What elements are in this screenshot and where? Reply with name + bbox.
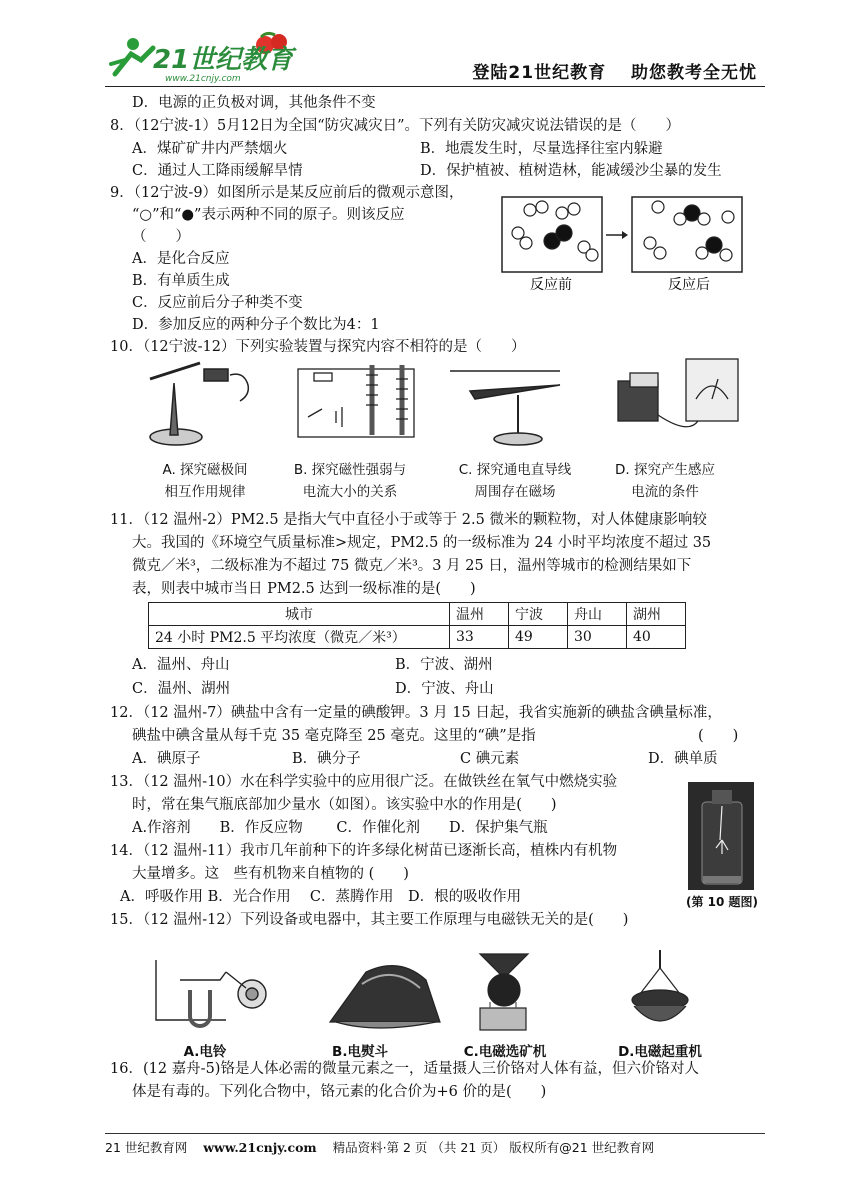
electromagnetic-crane-icon [632,950,688,1021]
q12-option-d: D．碘单质 [648,751,718,767]
q13-figure-caption: (第 10 题图) [685,895,759,909]
page-header [105,30,765,90]
header-divider [105,86,765,87]
table-cell: 49 [509,626,568,649]
q15-caption-d: D.电磁起重机 [618,1044,702,1060]
q14-options: A．呼吸作用 B．光合作用 C．蒸腾作用 D．根的吸收作用 [120,889,522,905]
table-cell: 40 [627,626,686,649]
q10-caption-a1: A. 探究磁极间 [162,462,248,478]
before-molecules [512,201,598,261]
q10-caption-d2: 电流的条件 [631,484,699,500]
magnetic-separator-icon [480,954,528,1030]
question-12-line1: 12．（12 温州-7）碘盐中含有一定量的碘酸钾。3 月 15 日起，我省实施新的碘盐含碘量标准， [110,705,722,721]
question-14-line2: 大量增多。这 些有机物来自植物的 ( ) [132,866,409,882]
question-12-paren: ( ) [698,728,739,744]
q11-option-a: A．温州、舟山 [132,657,230,673]
question-9: 9．（12宁波-9）如图所示是某反应前后的微观示意图， [110,185,464,201]
q10-caption-b1: B. 探究磁性强弱与 [293,462,407,478]
q9-option-c: C．反应前后分子种类不变 [132,295,303,311]
q12-option-b: B．碘分子 [292,751,361,767]
table-header-cell: 城市 [149,603,450,626]
table-header-cell: 舟山 [568,603,627,626]
q10-apparatus-figure [140,355,750,455]
question-11-line3: 微克／米³，二级标准为不超过 75 微克／米³。3 月 25 日，温州等城市的检测结果如下 [132,558,692,574]
table-cell: 33 [450,626,509,649]
footer-url: www.21cnjy.com [203,1140,317,1155]
q9-option-d: D．参加反应的两种分子个数比为4：1 [132,317,380,333]
q9-option-b: B．有单质生成 [132,273,230,289]
q15-caption-c: C.电磁选矿机 [463,1044,547,1060]
apparatus-d-icon [618,359,738,427]
q10-caption-b2: 电流大小的关系 [302,484,398,500]
svg-text:www.21cnjy.com: www.21cnjy.com [165,74,241,84]
apparatus-c-icon [450,371,560,445]
question-16-line2: 体是有毒的。下列化合物中，铬元素的化合价为+6 价的是( ) [132,1084,547,1100]
reaction-diagram [500,195,762,295]
table-row [149,626,686,649]
question-10: 10．（12宁波-12）下列实验装置与探究内容不相符的是（ ） [110,339,526,355]
after-molecules [644,201,734,261]
apparatus-b-icon [298,365,414,437]
q9-option-a: A．是化合反应 [132,251,230,267]
logo-icon [105,30,305,85]
q8-option-d: D．保护植被、植树造林，能减缓沙尘暴的发生 [420,163,722,179]
q15-caption-b: B.电熨斗 [332,1044,388,1060]
q10-caption-a2: 相互作用规律 [164,484,246,500]
table-header-cell: 湖州 [627,603,686,626]
table-header-cell: 宁波 [509,603,568,626]
footer-site: 21 世纪教育网 [105,1140,188,1155]
gas-jar-photo [688,782,754,890]
question-12-line2: 碘盐中碘含量从每千克 35 毫克降至 25 毫克。这里的“碘”是指 [132,728,536,744]
pm25-table [148,602,686,649]
q10-caption-c1: C. 探究通电直导线 [458,462,572,478]
q11-option-c: C．温州、湖州 [132,681,231,697]
question-8: 8．（12宁波-1）5月12日为全国“防灾减灾日”。下列有关防灾减灾说法错误的是（ ） [110,118,681,134]
q11-option-d: D．宁波、舟山 [395,681,494,697]
q11-option-b: B．宁波、湖州 [395,657,493,673]
question-16-line1: 16．(12 嘉舟-5)铬是人体必需的微量元素之一，适量摄人三价铬对人体有益，但六价铬对人 [110,1061,699,1077]
q7-option-d: D．电源的正负极对调，其他条件不变 [132,95,376,111]
footer-divider [105,1133,765,1134]
header-slogan: 登陆21世纪教育 助您教考全无忧 [472,63,757,83]
table-header-row [149,603,686,626]
question-14-line1: 14．（12 温州-11）我市几年前种下的许多绿化树苗已逐渐长高，植株内有机物 [110,843,618,859]
after-label: 反应后 [668,277,710,293]
table-header-cell: 温州 [450,603,509,626]
question-13-line2: 时，常在集气瓶底部加少量水（如图）。该实验中水的作用是( ) [132,797,557,813]
before-label: 反应前 [530,277,572,293]
footer-page-info: 精品资料·第 2 页 （共 21 页） 版权所有@21 世纪教育网 [332,1140,655,1155]
question-11-line2: 大。我国的《环境空气质量标准>规定，PM2.5 的一级标准为 24 小时平均浓度不超过 35 [132,535,712,551]
table-row-label: 24 小时 PM2.5 平均浓度（微克／米³） [149,626,450,649]
q10-caption-c2: 周围存在磁场 [474,484,556,500]
q15-devices [150,950,760,1038]
q10-caption-d1: D. 探究产生感应 [615,462,715,478]
q12-option-c: C 碘元素 [460,751,520,767]
electric-iron-icon [330,966,440,1028]
q12-option-a: A．碘原子 [132,751,201,767]
question-11-line1: 11．（12 温州-2）PM2.5 是指大气中直径小于或等于 2.5 微米的颗粒物，对人体健康影响较 [110,512,707,528]
q8-option-c: C．通过人工降雨缓解旱情 [132,163,303,179]
page-footer [105,1138,765,1156]
question-13-line1: 13．（12 温州-10）水在科学实验中的应用很广泛。在做铁丝在氧气中燃烧实验 [110,774,618,790]
apparatus-a-icon [150,363,248,445]
question-9-paren: （ ） [132,229,190,245]
q13-options: A.作溶剂 B．作反应物 C．作催化剂 D．保护集气瓶 [132,820,548,836]
q8-option-a: A．煤矿矿井内严禁烟火 [132,141,288,157]
question-9-line2: “○”和“●”表示两种不同的原子。则该反应 [132,207,405,223]
q8-option-b: B．地震发生时，尽量选择往室内躲避 [420,141,663,157]
svg-text:21世纪教育: 21世纪教育 [153,45,294,75]
electric-bell-icon [156,960,266,1026]
q15-caption-a: A.电铃 [183,1044,227,1060]
table-cell: 30 [568,626,627,649]
question-11-line4: 表，则表中城市当日 PM2.5 达到一级标准的是( ) [132,581,476,597]
question-15: 15．（12 温州-12）下列设备或电器中，其主要工作原理与电磁铁无关的是( ) [110,912,629,928]
